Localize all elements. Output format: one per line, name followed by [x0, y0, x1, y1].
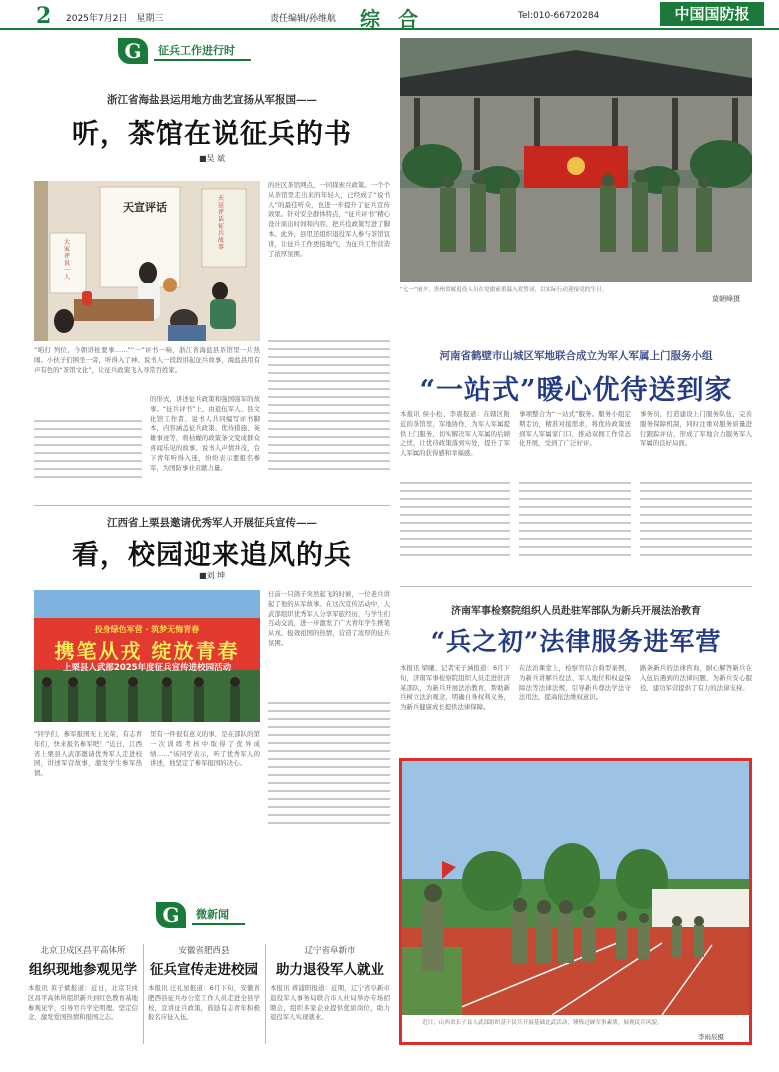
banner-event: 上栗县人武部2025年度征兵宣传进校园活动 — [62, 663, 232, 673]
divider — [143, 944, 144, 1044]
story2-body-col2: 里有一件很有意义的事，是在部队的第一次训练考核中取得了优异成绩……”该同学表示，听了优秀军人的讲述，他坚定了参军报国的决心。 — [150, 730, 260, 768]
story3-kicker: 河南省鹤壁市山城区军地联合成立为军人军属上门服务小组 — [439, 350, 713, 362]
story4-kicker: 济南军事检察院组织人员赴驻军部队为新兵开展法治教育 — [451, 606, 701, 617]
story1-lead: “咱打 列位，今朝讲桩要事……”“一”评书一响，浙江省海盐县茶馆里一片热闹。小伙子们围坐一旁，听得入了神。说书人一段段讲起征兵故事，海盐县用有声有色的“茶馆文化”，让征兵政策飞入寻常百姓家。 — [34, 346, 260, 374]
militia-drill-scene — [402, 761, 749, 1015]
story1-byline: ■吴 斌 — [198, 154, 226, 163]
column-logo-icon: G — [118, 38, 148, 64]
editor-credit: 责任编辑/孙维航 — [270, 14, 337, 24]
divider — [34, 505, 390, 506]
story2-body-col1: “同学们，参军报国无上光荣，有志青年们，快来报名参军吧！”近日，江西省上栗县人武部邀请优秀军人走进校园，讲述军营故事，激发学生参军热情。 — [34, 730, 142, 778]
brief2-body: 本报讯 汪礼星报道：6月下旬，安徽省肥西县征兵办公室工作人员走进全县学校，宣讲征兵政策，鼓励有志青年积极报名应征入伍。 — [148, 984, 260, 1022]
photo-sign-main: 天宣评话 — [123, 201, 167, 214]
story4-body-col1: 本报讯 梁曦、记者宋子涵报道：6月下旬，济南军事检察院组织人员走进驻济某部队，为新兵开展法治教育，帮助新兵树立法治观念，明确自身权利义务，为新兵健康成长提供法律保障。 — [400, 664, 510, 712]
militia-photo-frame — [399, 758, 752, 1045]
column-badge-label: 征兵工作进行时 — [154, 42, 251, 61]
ceremony-caption: “七一”前夕，贵州省属退役人员在党旗前重温入党誓词，以实际行动迎接党的生日。 — [400, 287, 608, 293]
brief3-kicker: 辽宁省阜新市 — [304, 946, 356, 956]
brief1-body: 本报讯 黄子斌报道：近日，北京卫戍区昌平高体所组织新兵到红色教育基地参观见学，引导官兵学史明理、坚定信念，激发爱国热情和报国之志。 — [28, 984, 138, 1022]
photo-sign-side: 天宣评话 征兵故事 — [218, 195, 225, 251]
story4-body-col3: 路条新兵的法律咨询，耐心解答新兵在入伍后遇到的法律问题，为新兵安心服役、建功军营提供了有力的法律支持。 — [640, 664, 752, 692]
story1-body-col2: 的形式，讲述征兵政策和强国强军的故事。“征兵评书”上，由退伍军人、县文化馆工作者、说书人共同编写评书脚本，内容涵盖征兵政策、优待措施、英雄事迹等，将枯燥的政策条文变成群众喜闻乐见的故事。说书人声情并茂，台下青年听得入迷，纷纷表示要报名参军，为国防事业贡献力量。 — [150, 395, 260, 472]
story2-headline: 看，校园迎来追风的兵 — [72, 540, 352, 571]
story1-kicker: 浙江省海盐县运用地方曲艺宣扬从军报国—— — [107, 94, 317, 106]
photo-sign-left: 大家评说一人 — [64, 239, 71, 281]
militia-credit: 李雨辰摄 — [698, 1033, 724, 1041]
issue-date: 2025年7月2日 星期三 — [66, 14, 164, 24]
story3-body-col2: 事项整合为“一站式”服务。服务小组定期走访，精准对接需求，将优待政策送到军人军属家门口，推动双拥工作常态化开展，受到了广泛好评。 — [519, 410, 631, 448]
brief2-headline: 征兵宣传走进校园 — [150, 962, 258, 978]
column-badge-briefs — [156, 902, 245, 928]
story2-body-col3-more — [268, 702, 390, 842]
brief1-kicker: 北京卫戍区昌平高体所 — [40, 946, 126, 956]
story4-body-col2: 在法治课堂上，检察官结合典型案例，为新兵讲解兵役法、军人地位和权益保障法等法律法规，引导新兵尊法学法守法用法，提高依法维权意识。 — [519, 664, 631, 702]
story2-byline: ■刘 坤 — [198, 571, 226, 580]
story2-photo — [34, 590, 260, 722]
masthead — [0, 0, 779, 30]
story3-body-col2-more — [519, 482, 631, 564]
story1-body-col3: 的社区茶馆网点，一同探索兵政策。一个个从茶馆里走出来的年轻人，已经成了“说书人”的最佳听众，也进一步提升了征兵宣传效果。针对安全群体特点，“征兵评书”精心设计演出时间和内容，把兵役政策写进了脚本。此外，县里还组织退役军人参与茶馆宣讲，让征兵工作更接地气，为征兵工作营造了浓厚氛围。 — [268, 181, 390, 258]
column-badge-label: 微新闻 — [192, 906, 245, 925]
story1-photo — [34, 181, 260, 341]
divider — [400, 586, 752, 587]
ceremony-credit: 莫朝峰摄 — [712, 295, 740, 303]
story3-headline: “一站式”暖心优待送到家 — [419, 375, 733, 406]
story2-kicker: 江西省上栗县邀请优秀军人开展征兵宣传—— — [107, 517, 317, 529]
brief2-kicker: 安徽省肥西县 — [178, 946, 230, 956]
story2-body-col3: 日前一只鸽子突然起飞的时候，一位老兵讲起了他的从军故事。在这次宣传活动中，人武部组织优秀军人分享军旅经历，与学生们互动交流，进一步激发了广大青年学生携笔从戎、报效祖国的热情，营造了浓厚的征兵氛围。 — [268, 590, 390, 647]
story1-body-col1 — [34, 420, 142, 490]
students-crowd — [34, 676, 260, 722]
divider — [265, 944, 266, 1044]
story1-body-col3-more — [268, 340, 390, 490]
column-badge-conscription — [118, 38, 251, 64]
story3-body-col3: 事务员，打造建设上门服务队伍，完善服务保障机制，同时注重对服务质量进行跟踪评估，形成了军地合力服务军人军属的良好局面。 — [640, 410, 752, 448]
brief1-headline: 组织现地参观见学 — [29, 962, 137, 978]
banner-slogan: 投身绿色军营 · 筑梦无悔青春 — [94, 625, 200, 634]
telephone: Tel:010-66720284 — [518, 11, 600, 21]
story3-body-col3-more — [640, 482, 752, 564]
soldiers-oath-scene — [400, 38, 752, 282]
ceremony-photo — [400, 38, 752, 282]
militia-caption: 近日，山西省长子县人武部组织基干民兵开展基础比武活动，锤炼过硬军事素质，展现民兵风貌。 — [422, 1020, 663, 1026]
story1-headline: 听，茶馆在说征兵的书 — [72, 119, 352, 150]
paper-logo: 中国国防报 — [660, 2, 764, 26]
story3-body-col1: 本报讯 侯小松、李震报道：在辖区附近的茶馆里，军地协作，为军人军属提供上门服务，切实解决军人军属的后顾之忧，让优待政策落到实处，提升了军人军属的获得感和幸福感。 — [400, 410, 510, 458]
story4-headline: “兵之初”法律服务进军营 — [430, 627, 722, 656]
page-number: 2 — [36, 3, 52, 29]
story3-body-col1-more — [400, 482, 510, 564]
brief3-body: 本报讯 蒋浦阳报道：近期，辽宁省阜新市退役军人事务局联合市人社局举办专场招聘会，组织多家企业提供优质岗位，助力退役军人实现就业。 — [270, 984, 390, 1022]
brief3-headline: 助力退役军人就业 — [276, 962, 384, 978]
banner-title: 携笔从戎 绽放青春 — [54, 639, 240, 663]
column-logo-icon: G — [156, 902, 186, 928]
section-title: 综合 — [360, 7, 436, 31]
